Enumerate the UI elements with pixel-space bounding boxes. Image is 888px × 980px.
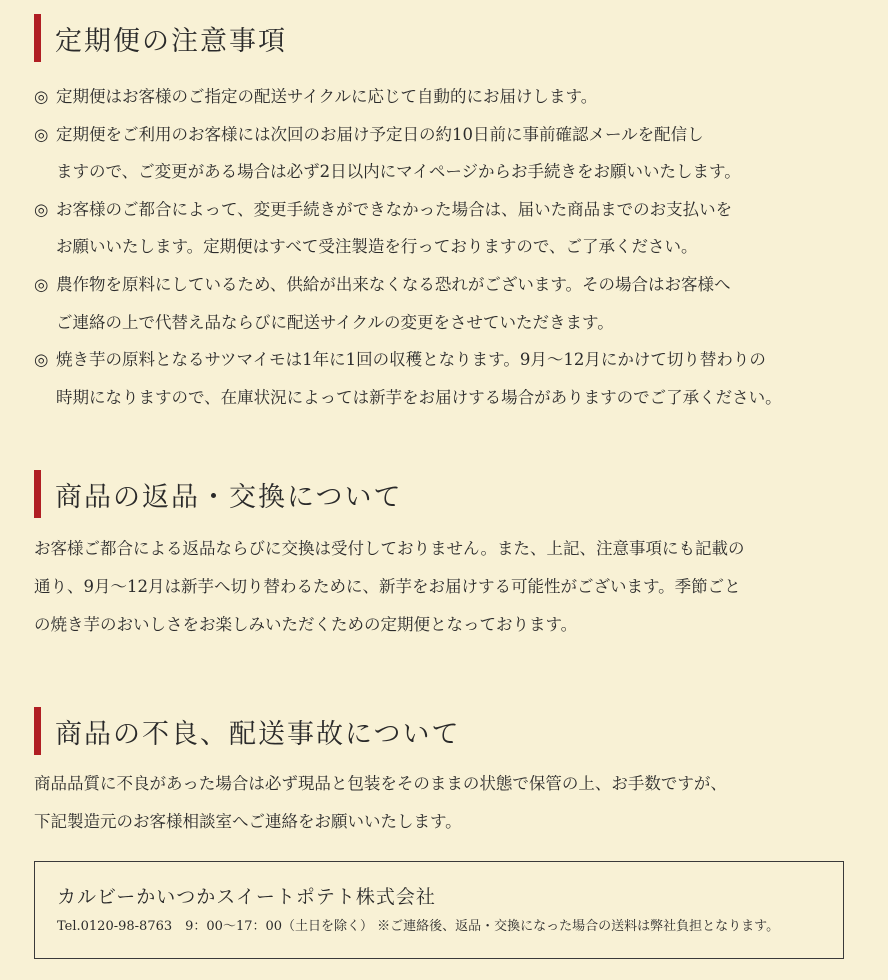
notice-item bbox=[34, 116, 864, 191]
paragraph-line: 下記製造元のお客様相談室へご連絡をお願いいたします。 bbox=[34, 812, 462, 831]
contact-details: Tel.0120-98-8763 9：00〜17：00（土日を除く） ※ご連絡後、返品・交換になった場合の送料は弊社負担となります。 bbox=[57, 919, 780, 934]
notice-item-line: 時期になりますので、在庫状況によっては新芋をお届けする場合がありますのでご了承ください。 bbox=[56, 387, 782, 407]
double-circle-icon: ◎ bbox=[34, 124, 49, 144]
notice-list bbox=[34, 78, 864, 416]
heading-accent-bar bbox=[34, 470, 41, 518]
notice-title: 定期便の注意事項 bbox=[55, 25, 287, 57]
company-name: カルビーかいつかスイートポテト株式会社 bbox=[57, 886, 436, 908]
notice-item-line: 定期便をご利用のお客様には次回のお届け予定日の約10日前に事前確認メールを配信し bbox=[56, 124, 704, 144]
notice-item bbox=[34, 341, 864, 416]
returns-paragraph bbox=[34, 530, 864, 644]
double-circle-icon: ◎ bbox=[34, 274, 49, 294]
paragraph-line: お客様ご都合による返品ならびに交換は受付しておりません。また、上記、注意事項にも記載の bbox=[34, 539, 745, 558]
notice-section bbox=[34, 14, 864, 416]
double-circle-icon: ◎ bbox=[34, 350, 49, 370]
notice-item-line: 焼き芋の原料となるサツマイモは1年に1回の収穫となります。9月〜12月にかけて切り替わりの bbox=[56, 350, 766, 370]
defects-section bbox=[34, 707, 864, 841]
paragraph-line: 通り、9月〜12月は新芋へ切り替わるために、新芋をお届けする可能性がございます。季節ごと bbox=[34, 577, 741, 596]
returns-heading bbox=[34, 470, 864, 518]
double-circle-icon: ◎ bbox=[34, 87, 49, 106]
returns-section bbox=[34, 470, 864, 644]
contact-box bbox=[34, 861, 844, 959]
heading-accent-bar bbox=[34, 707, 41, 755]
notice-item bbox=[34, 266, 864, 341]
notice-item-line: ますので、ご変更がある場合は必ず2日以内にマイページからお手続きをお願いいたします。 bbox=[56, 162, 741, 182]
notice-item-line: お願いいたします。定期便はすべて受注製造を行っておりますので、ご了承ください。 bbox=[56, 237, 698, 257]
notice-item bbox=[34, 191, 864, 266]
notice-heading bbox=[34, 14, 864, 62]
notice-item bbox=[34, 78, 864, 116]
notice-item-line: ご連絡の上で代替え品ならびに配送サイクルの変更をさせていただきます。 bbox=[56, 312, 614, 332]
notice-item-line: お客様のご都合によって、変更手続きができなかった場合は、届いた商品までのお支払いを bbox=[56, 199, 733, 219]
paragraph-line: の焼き芋のおいしさをお楽しみいただくための定期便となっております。 bbox=[34, 615, 578, 634]
heading-accent-bar bbox=[34, 14, 41, 62]
returns-title: 商品の返品・交換について bbox=[55, 481, 403, 513]
paragraph-line: 商品品質に不良があった場合は必ず現品と包装をそのままの状態で保管の上、お手数ですが、 bbox=[34, 774, 727, 793]
notice-item-line: 農作物を原料にしているため、供給が出来なくなる恐れがございます。その場合はお客様へ bbox=[56, 274, 731, 294]
defects-paragraph bbox=[34, 765, 864, 841]
notice-item-line: 定期便はお客様のご指定の配送サイクルに応じて自動的にお届けします。 bbox=[56, 87, 598, 106]
double-circle-icon: ◎ bbox=[34, 199, 49, 219]
defects-title: 商品の不良、配送事故について bbox=[55, 718, 461, 750]
defects-heading bbox=[34, 707, 864, 755]
